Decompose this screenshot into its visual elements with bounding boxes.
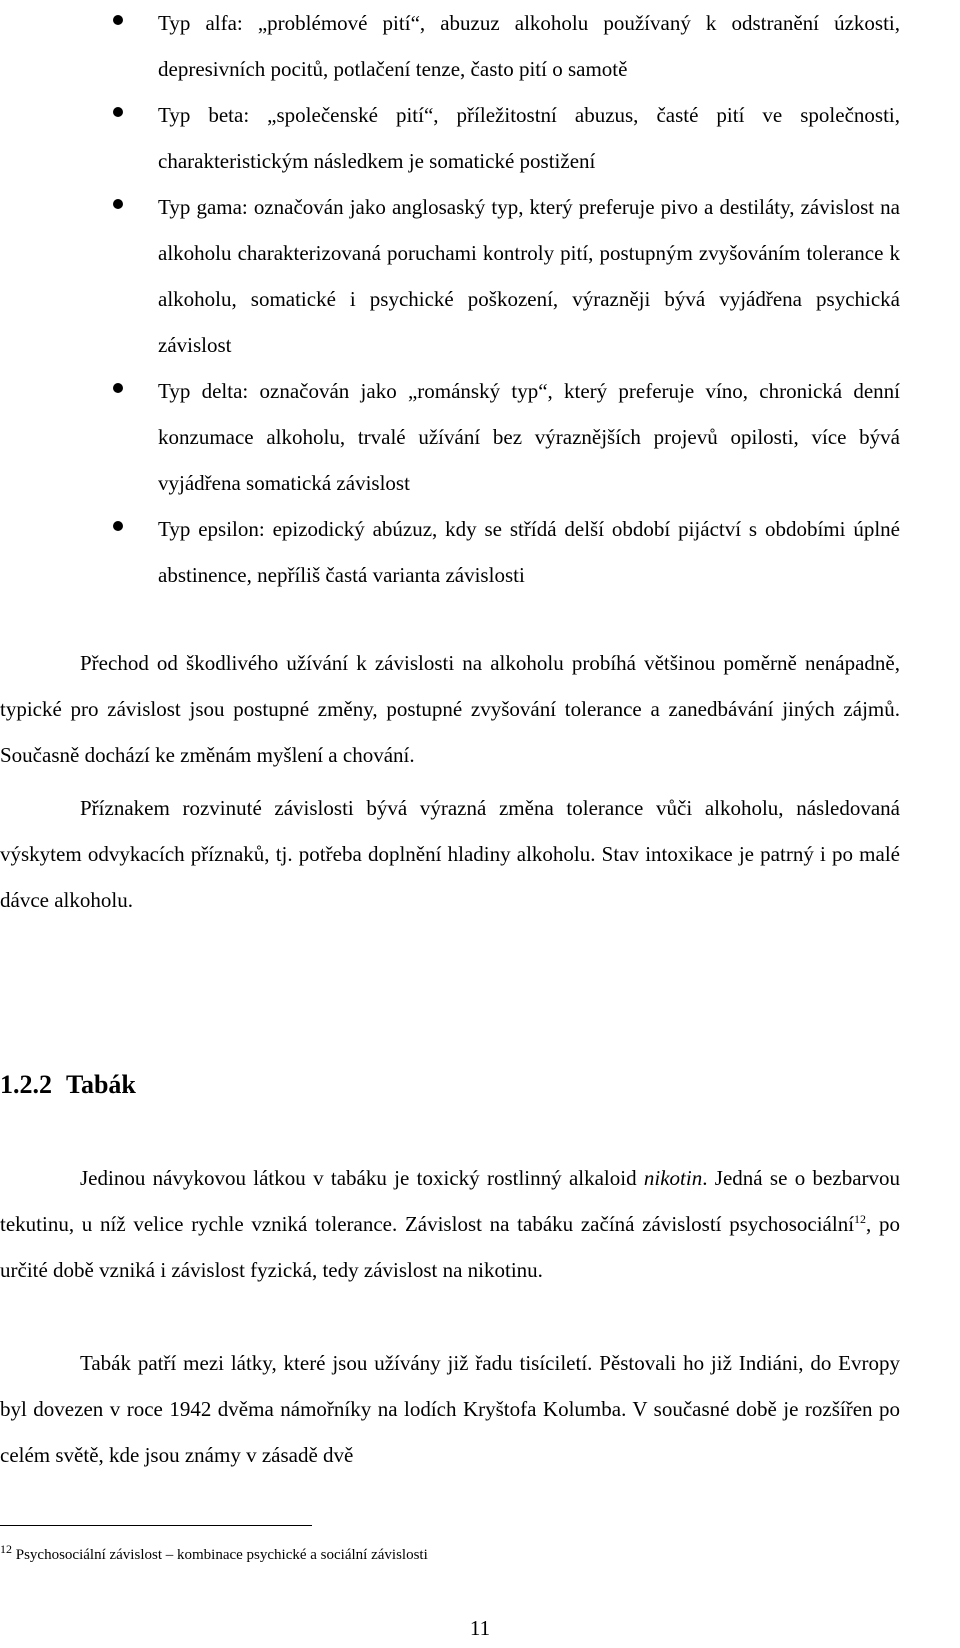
- list-item: [158, 368, 900, 506]
- paragraph-text: , po určité době vzniká i závislost fyzická, tedy závislost na nikotinu.: [0, 1212, 900, 1282]
- paragraph-symptoms: Příznakem rozvinuté závislosti bývá výrazná změna tolerance vůči alkoholu, následovaná výskytem odvykacích příznaků, tj. potřeba doplnění hladiny alkoholu. Stav intoxikace je patrný i po malé dávce alkoholu.: [0, 796, 900, 912]
- list-item: [158, 184, 900, 368]
- footnote-reference[interactable]: 12: [854, 1212, 867, 1226]
- list-item-text: Typ gama: označován jako anglosaský typ, který preferuje pivo a destiláty, závislost na alkoholu charakterizovaná poruchami kontroly pití, postupným zvyšováním tolerance k alkoholu, somatické i psychické poškození, výrazněji bývá vyjádřena psychická závislost: [158, 195, 900, 357]
- list-item-text: Typ beta: „společenské pití“, příležitostní abuzus, časté pití ve společnosti, charakteristickým následkem je somatické postižení: [158, 103, 900, 173]
- list-item-text: Typ delta: označován jako „románský typ“, který preferuje víno, chronická denní konzumace alkoholu, trvalé užívání bez výraznějších projevů opilosti, více bývá vyjádřena somatická závislost: [158, 379, 900, 495]
- list-item-text: Typ alfa: „problémové pití“, abuzuz alkoholu používaný k odstranění úzkosti, depresivních pocitů, potlačení tenze, často pití o samotě: [158, 11, 900, 81]
- page-number: 11: [469, 1616, 491, 1640]
- list-item: [158, 0, 900, 92]
- bullet-list: [158, 0, 900, 598]
- list-item-text: Typ epsilon: epizodický abúzuz, kdy se střídá delší období pijáctví s obdobími úplné abstinence, nepříliš častá varianta závislosti: [158, 517, 900, 587]
- footnote: [0, 1542, 900, 1565]
- list-item: [158, 506, 900, 598]
- section-heading: [0, 1065, 136, 1105]
- list-item: [158, 92, 900, 184]
- paragraph-text: Jedinou návykovou látkou v tabáku je toxický rostlinný alkaloid: [80, 1166, 644, 1190]
- bullet-icon: [113, 383, 123, 393]
- section-title: Tabák: [66, 1070, 136, 1099]
- bullet-icon: [113, 199, 123, 209]
- paragraph-history: Tabák patří mezi látky, které jsou užívány již řadu tisíciletí. Pěstovali ho již Indiáni, do Evropy byl dovezen v roce 1942 dvěma námořníky na lodích Kryštofa Kolumba. V současné době je rozšířen po celém světě, kde jsou známy v zásadě dvě: [0, 1351, 900, 1467]
- paragraph-transition: Přechod od škodlivého užívání k závislosti na alkoholu probíhá většinou poměrně nenápadně, typické pro závislost jsou postupné změny, postupné zvyšování tolerance a zanedbávání jiných zájmů. Současně dochází ke změnám myšlení a chování.: [0, 651, 900, 767]
- bullet-icon: [113, 15, 123, 25]
- emphasis-text: nikotin: [643, 1166, 703, 1190]
- footnote-number: 12: [0, 1542, 12, 1556]
- bullet-icon: [113, 107, 123, 117]
- footnote-text: Psychosociální závislost – kombinace psychické a sociální závislosti: [15, 1547, 428, 1563]
- section-number: 1.2.2: [0, 1070, 52, 1099]
- paragraph-text: . Jedná se o bezbarvou tekutinu, u níž velice rychle vzniká tolerance. Závislost na tabáku začíná závislostí psychosociální: [0, 1166, 901, 1236]
- bullet-icon: [113, 521, 123, 531]
- footnote-divider: [0, 1525, 312, 1526]
- paragraph-nicotine: [0, 1155, 900, 1293]
